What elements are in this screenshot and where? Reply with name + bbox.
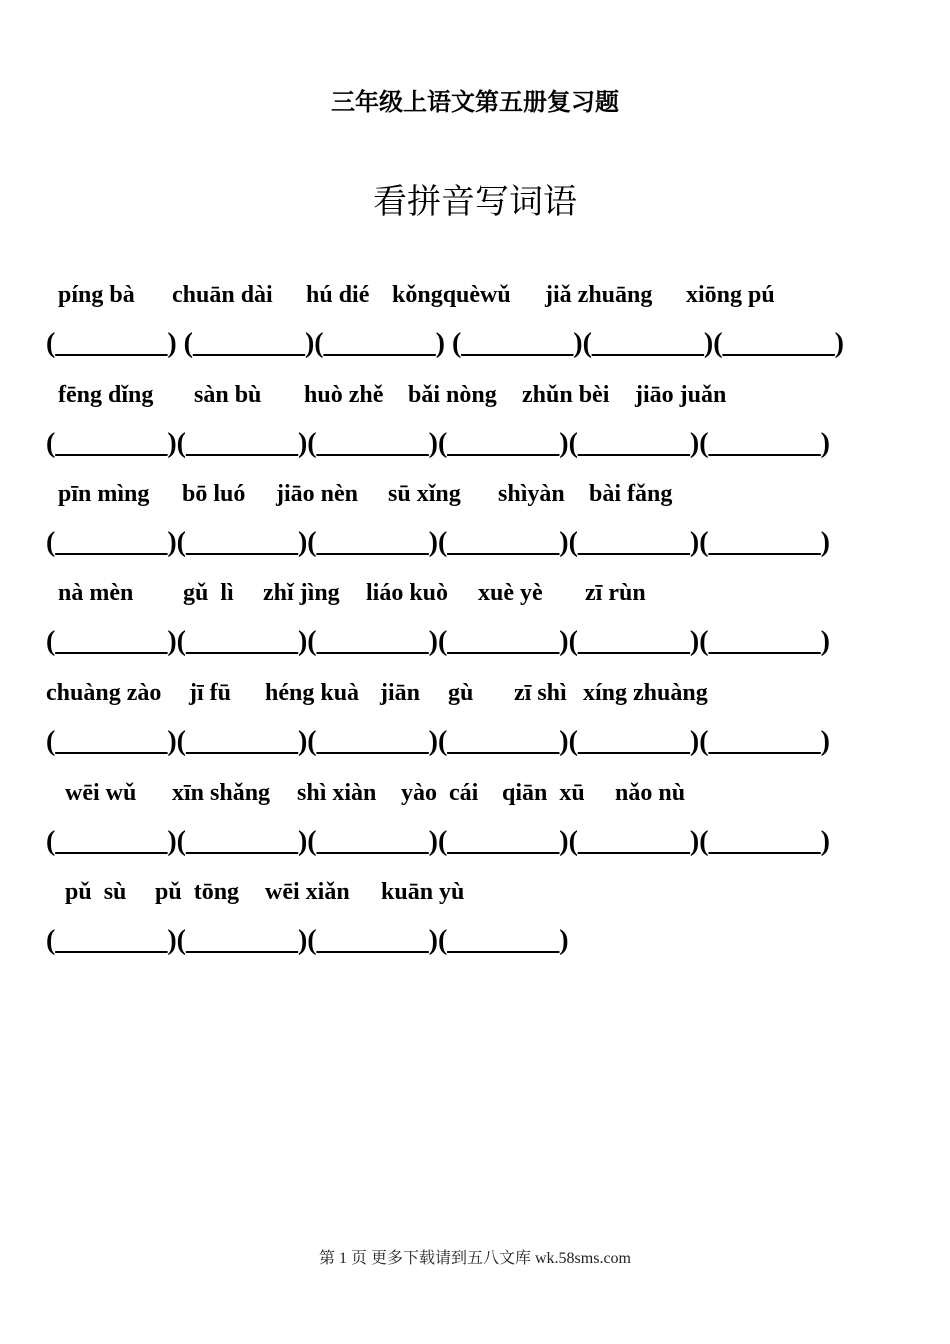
pinyin-word: bǎi nòng — [408, 382, 497, 408]
pinyin-word: xuè yè — [478, 580, 543, 606]
pinyin-word: bài fǎng — [589, 481, 673, 507]
pinyin-word: jiāo juǎn — [635, 382, 727, 408]
pinyin-word: kǒngquèwǔ — [392, 282, 511, 308]
pinyin-row — [0, 282, 950, 318]
pinyin-word: sàn bù — [194, 382, 262, 408]
pinyin-word: chuān dài — [172, 282, 273, 308]
pinyin-word: héng kuà — [265, 680, 360, 706]
pinyin-word: sū xǐng — [388, 481, 461, 507]
page-footer: 第 1 页 更多下载请到五八文库 wk.58sms.com — [318, 1250, 631, 1267]
pinyin-word: gǔ lì — [183, 580, 234, 606]
pinyin-word: jī fū — [189, 680, 231, 706]
pinyin-word: xiōng pú — [686, 282, 775, 308]
pinyin-word: nà mèn — [58, 580, 134, 606]
pinyin-word: píng bà — [58, 282, 135, 308]
answer-blanks-row[interactable]: (________)(________)(________)(________)(________)(________) — [46, 428, 830, 459]
answer-blanks-row[interactable]: (________)(________)(________)(________) — [46, 925, 569, 956]
pinyin-word: shìyàn — [498, 481, 565, 507]
pinyin-word: qiān xū — [502, 780, 585, 806]
pinyin-word: chuàng zào — [46, 680, 162, 706]
pinyin-word: xīn shǎng — [172, 780, 271, 806]
pinyin-word: xíng zhuàng — [583, 680, 708, 706]
pinyin-row — [0, 680, 950, 716]
pinyin-word: shì xiàn — [297, 780, 377, 806]
pinyin-word: jiāo nèn — [276, 481, 359, 507]
answer-blanks-row[interactable]: (________)(________)(________)(________)(________)(________) — [46, 726, 830, 757]
pinyin-word: huò zhě — [304, 382, 384, 408]
pinyin-word: pǔ sù — [65, 879, 127, 905]
answer-blanks-row[interactable]: (________)(________)(________)(________)(________)(________) — [46, 826, 830, 857]
pinyin-word: pǔ tōng — [155, 879, 240, 905]
pinyin-word: pīn mìng — [58, 481, 150, 507]
pinyin-word: fēng dǐng — [58, 382, 154, 408]
pinyin-word: jiān — [380, 680, 421, 706]
pinyin-word: gù — [448, 680, 474, 706]
pinyin-word: bō luó — [182, 481, 246, 507]
pinyin-word: hú dié — [306, 282, 370, 308]
pinyin-row — [0, 481, 950, 517]
answer-blanks-row[interactable]: (________)(________)(________)(________)(________)(________) — [46, 626, 830, 657]
pinyin-word: zī rùn — [585, 580, 646, 606]
pinyin-word: jiǎ zhuāng — [545, 282, 653, 308]
pinyin-word: liáo kuò — [366, 580, 449, 606]
pinyin-word: yào cái — [401, 780, 479, 806]
pinyin-word: zhǐ jìng — [263, 580, 340, 606]
pinyin-row — [0, 580, 950, 616]
pinyin-word: zī shì — [514, 680, 567, 706]
pinyin-word: wēi xiǎn — [265, 879, 350, 905]
pinyin-word: kuān yù — [381, 879, 465, 905]
answer-blanks-row[interactable]: (________) (________)(________) (________)(________)(________) — [46, 328, 844, 359]
pinyin-row — [0, 780, 950, 816]
page-header-title: 三年级上语文第五册复习题 — [331, 90, 619, 116]
pinyin-word: zhǔn bèi — [522, 382, 610, 408]
answer-blanks-row[interactable]: (________)(________)(________)(________)(________)(________) — [46, 527, 830, 558]
pinyin-row — [0, 879, 950, 915]
pinyin-row — [0, 382, 950, 418]
pinyin-word: nǎo nù — [615, 780, 686, 806]
pinyin-word: wēi wǔ — [65, 780, 137, 806]
section-title: 看拼音写词语 — [373, 184, 577, 221]
